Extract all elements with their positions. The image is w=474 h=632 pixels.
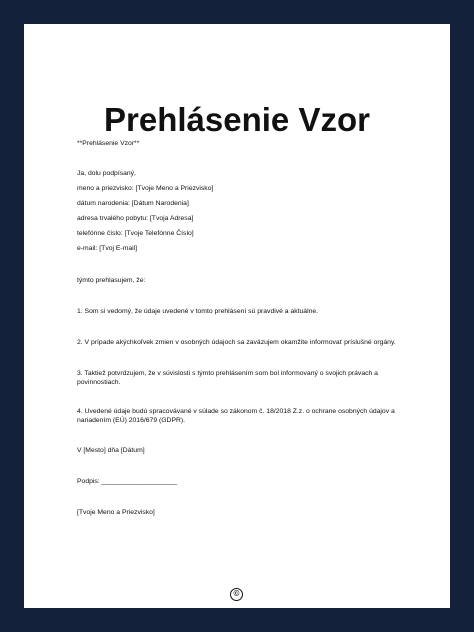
declaration-item: 1. Som si vedomý, že údaje uvedené v tomto prehlásení sú pravdivé a aktuálne. bbox=[77, 308, 319, 315]
signer-name: [Tvoje Meno a Priezvisko] bbox=[77, 509, 155, 516]
declaration-text: týmto prehlasujem, že: bbox=[77, 277, 146, 284]
field-birthdate: dátum narodenia: [Dátum Narodenia] bbox=[77, 200, 189, 207]
document-title: Prehlásenie Vzor bbox=[104, 101, 370, 138]
field-name: meno a priezvisko: [Tvoje Meno a Priezvisko] bbox=[77, 185, 214, 192]
declaration-item: 4. Uvedené údaje budú spracovávané v súlade so zákonom č. 18/2018 Z.z. o ochrane osobných údajov a nariadením (EÚ) 2016/679 (GDPR). bbox=[77, 408, 395, 424]
place-date: V [Mesto] dňa [Dátum] bbox=[77, 447, 145, 454]
field-address: adresa trvalého pobytu: [Tvoja Adresa] bbox=[77, 215, 194, 222]
copyright-icon: © bbox=[230, 588, 243, 601]
intro-text: Ja, dolu podpísaný, bbox=[77, 170, 136, 177]
markdown-heading: **Prehlásenie Vzor** bbox=[77, 140, 140, 147]
field-email: e-mail: [Tvoj E-mail] bbox=[77, 245, 138, 252]
declaration-item: 3. Taktiež potvrdzujem, že v súvislosti s týmto prehlásením som bol informovaný o svojich právach a povinnostiach. bbox=[77, 370, 378, 386]
field-phone: telefónne číslo: [Tvoje Telefónne Číslo] bbox=[77, 230, 194, 237]
declaration-item: 2. V prípade akýchkoľvek zmien v osobných údajoch sa zaväzujem okamžite informovať príslušné orgány. bbox=[77, 339, 396, 346]
signature-line: Podpis: ____________________ bbox=[77, 478, 178, 485]
document-page bbox=[24, 24, 450, 608]
